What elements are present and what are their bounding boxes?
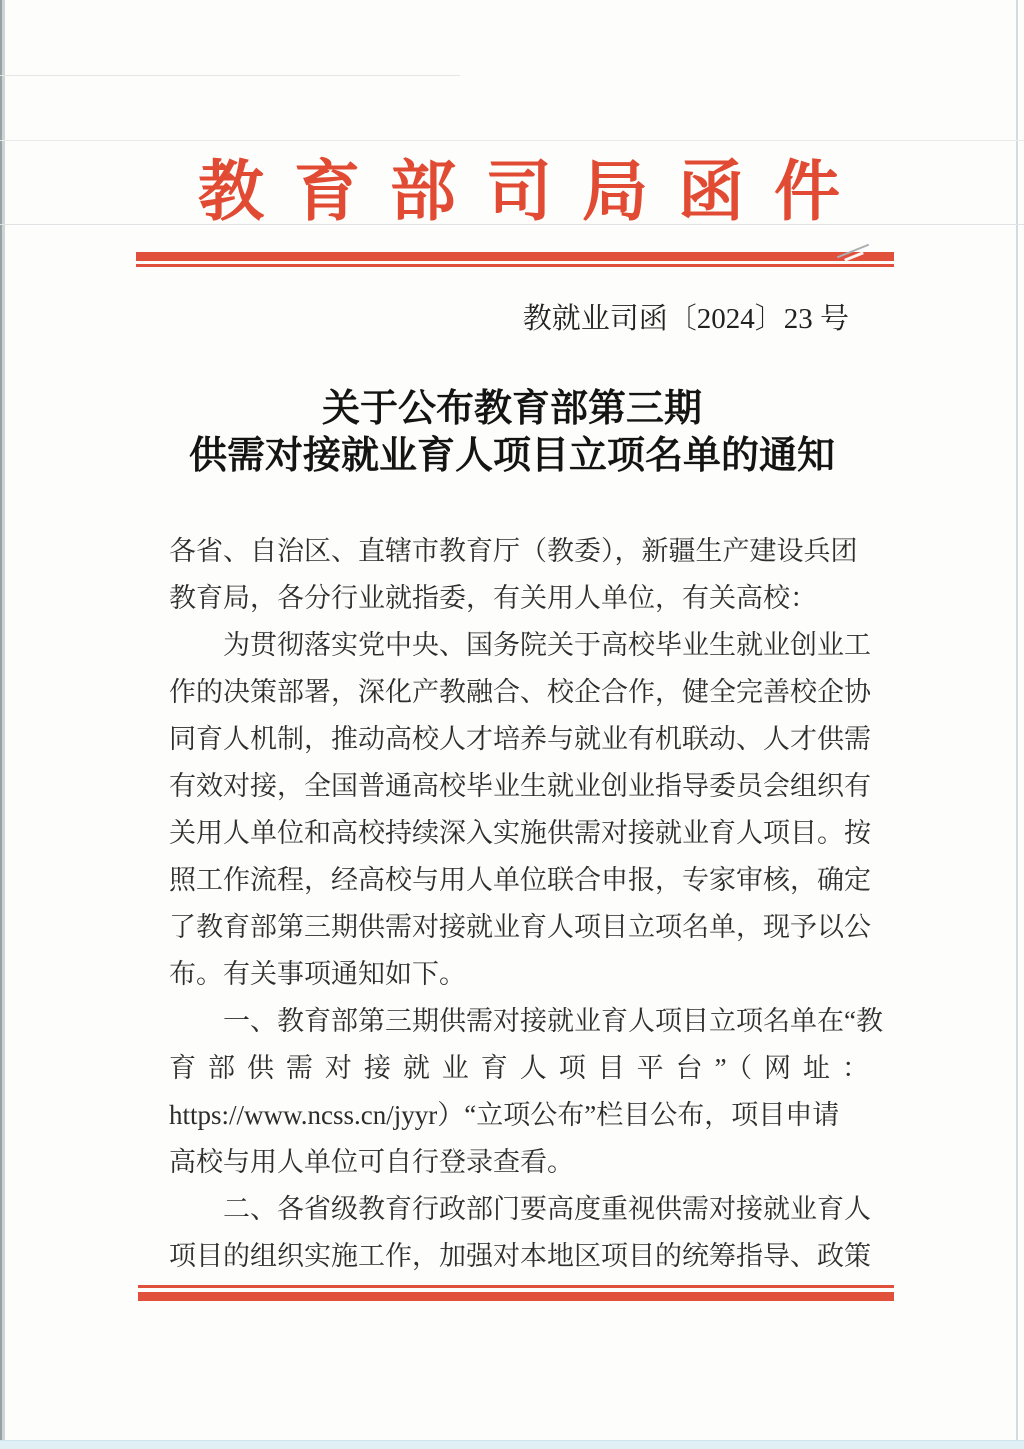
notice-title-line-1: 关于公布教育部第三期 (321, 388, 702, 430)
body-line-1: 各省、自治区、直辖市教育厅（教委），新疆生产建设兵团 (169, 536, 858, 566)
scan-edge-right (1016, 0, 1018, 1448)
body-line-10: 布。有关事项通知如下。 (169, 959, 466, 989)
scan-artifact-line (0, 140, 1024, 141)
notice-title-line-2: 供需对接就业育人项目立项名单的通知 (188, 435, 835, 477)
notice-body (169, 528, 883, 1280)
footer-divider (138, 1285, 894, 1301)
body-line-15: 二、各省级教育行政部门要高度重视供需对接就业育人 (223, 1194, 871, 1224)
notice-title (0, 386, 1024, 480)
scan-artifact-line (0, 75, 460, 76)
body-line-9: 了教育部第三期供需对接就业育人项目立项名单，现予以公 (169, 912, 871, 942)
document-number: 教就业司函〔2024〕23 号 (522, 303, 849, 335)
letterhead-divider-thin (136, 264, 894, 267)
footer-divider-thick (138, 1292, 894, 1301)
body-line-3: 为贯彻落实党中央、国务院关于高校毕业生就业创业工 (223, 630, 871, 660)
body-line-8: 照工作流程，经高校与用人单位联合申报，专家审核，确定 (169, 865, 871, 895)
letterhead-title: 教育部司局函件 (198, 156, 870, 229)
scan-edge-left-soft (2, 0, 5, 1448)
body-line-2: 教育局，各分行业就指委，有关用人单位，有关高校： (169, 583, 817, 613)
letterhead-divider (136, 252, 894, 267)
body-line-16: 项目的组织实施工作，加强对本地区项目的统筹指导、政策 (169, 1241, 871, 1271)
body-line-14: 高校与用人单位可自行登录查看。 (169, 1147, 574, 1177)
body-line-13: https://www.ncss.cn/jyyr）“立项公布”栏目公布，项目申请 (169, 1100, 840, 1130)
body-line-4: 作的决策部署，深化产教融合、校企合作，健全完善校企协 (169, 677, 871, 707)
body-line-12: 育部供需对接就业育人项目平台”（网址： (169, 1053, 869, 1083)
letterhead-divider-thick (136, 252, 894, 261)
body-line-5: 同育人机制，推动高校人才培养与就业有机联动、人才供需 (169, 724, 871, 754)
body-line-6: 有效对接，全国普通高校毕业生就业创业指导委员会组织有 (169, 771, 871, 801)
body-line-7: 关用人单位和高校持续深入实施供需对接就业育人项目。按 (169, 818, 871, 848)
body-line-11: 一、教育部第三期供需对接就业育人项目立项名单在“教 (223, 1006, 883, 1036)
